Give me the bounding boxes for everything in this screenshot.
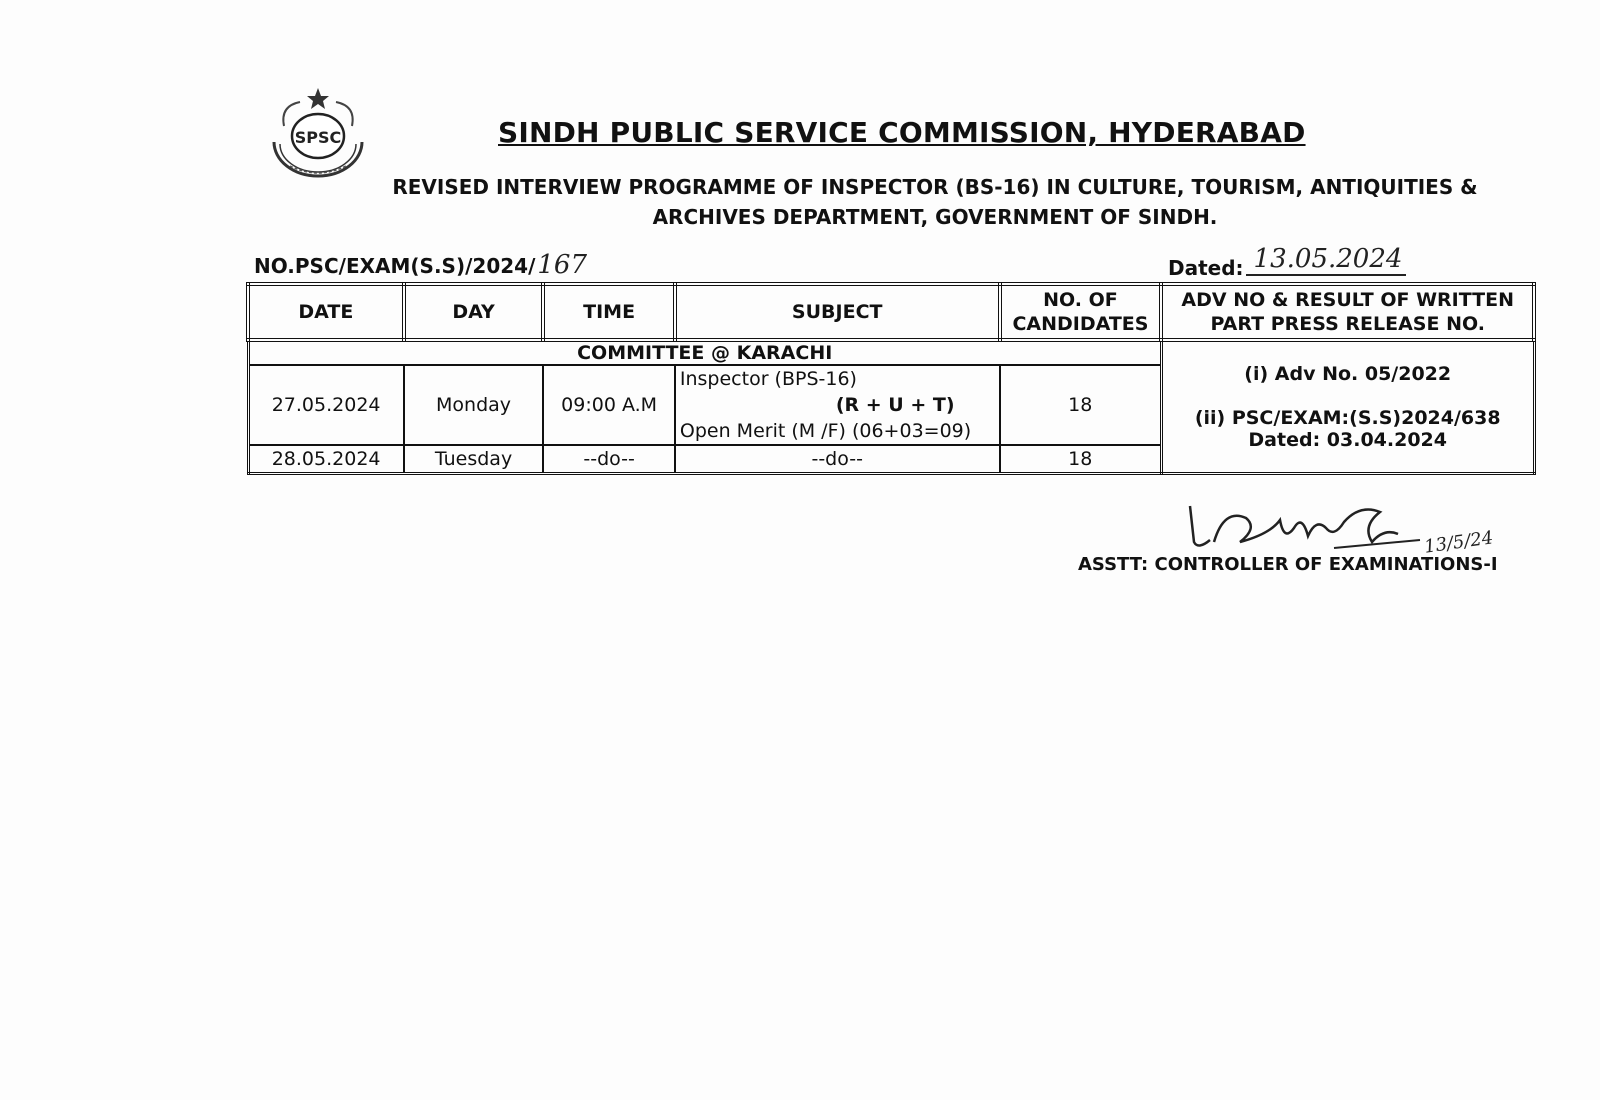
cell-date: 28.05.2024 [248, 445, 404, 474]
adv-line-2: (ii) PSC/EXAM:(S.S)2024/638 [1194, 407, 1501, 429]
signature-date: 13/5/24 [1422, 527, 1495, 558]
cell-date: 27.05.2024 [248, 365, 404, 445]
adv-line-3: Dated: 03.04.2024 [1248, 429, 1447, 451]
committee-label: COMMITTEE @ KARACHI [248, 340, 1161, 365]
reference-handwritten-number: 167 [537, 250, 588, 280]
subtitle-line-1: REVISED INTERVIEW PROGRAMME OF INSPECTOR (BS-16) IN CULTURE, TOURISM, ANTIQUITIES & [392, 175, 1478, 199]
column-header-time: TIME [543, 284, 675, 340]
adv-result-cell [1161, 340, 1534, 474]
column-header-candidates: NO. OF CANDIDATES [1000, 284, 1162, 340]
cell-day: Monday [404, 365, 544, 445]
column-header-subject: SUBJECT [675, 284, 1000, 340]
cell-subject: --do-- [675, 445, 1000, 474]
subject-quota-code: (R + U + T) [835, 394, 955, 416]
column-header-date: DATE [248, 284, 404, 340]
svg-text:SPSC: SPSC [294, 128, 342, 147]
interview-schedule-table [246, 282, 1536, 475]
subtitle-line-2: ARCHIVES DEPARTMENT, GOVERNMENT OF SINDH. [652, 205, 1218, 229]
column-header-adv: ADV NO & RESULT OF WRITTEN PART PRESS RELEASE NO. [1161, 284, 1534, 340]
signatory-designation: ASSTT: CONTROLLER OF EXAMINATIONS-I [1078, 554, 1498, 575]
reference-number [254, 250, 587, 280]
programme-subtitle [360, 172, 1510, 232]
spsc-seal-logo [266, 86, 370, 182]
cell-time: --do-- [543, 445, 675, 474]
cell-day: Tuesday [404, 445, 544, 474]
subject-merit: Open Merit (M /F) (06+03=09) [679, 420, 972, 442]
handwritten-signature [1184, 498, 1424, 558]
reference-prefix: NO.PSC/EXAM(S.S)/2024/ [254, 254, 536, 278]
cell-subject [675, 365, 1000, 445]
cell-candidates: 18 [1000, 445, 1162, 474]
column-header-day: DAY [404, 284, 544, 340]
subject-post: Inspector (BPS-16) [679, 368, 857, 390]
adv-line-1: (i) Adv No. 05/2022 [1244, 363, 1452, 385]
committee-row [248, 340, 1534, 365]
page-title: SINDH PUBLIC SERVICE COMMISSION, HYDERABAD [498, 116, 1306, 149]
reference-date [1168, 244, 1406, 284]
cell-candidates: 18 [1000, 365, 1162, 445]
dated-label: Dated: [1168, 256, 1244, 280]
cell-time: 09:00 A.M [543, 365, 675, 445]
dated-handwritten-value: 13.05.2024 [1246, 244, 1407, 276]
table-header-row [248, 284, 1534, 340]
